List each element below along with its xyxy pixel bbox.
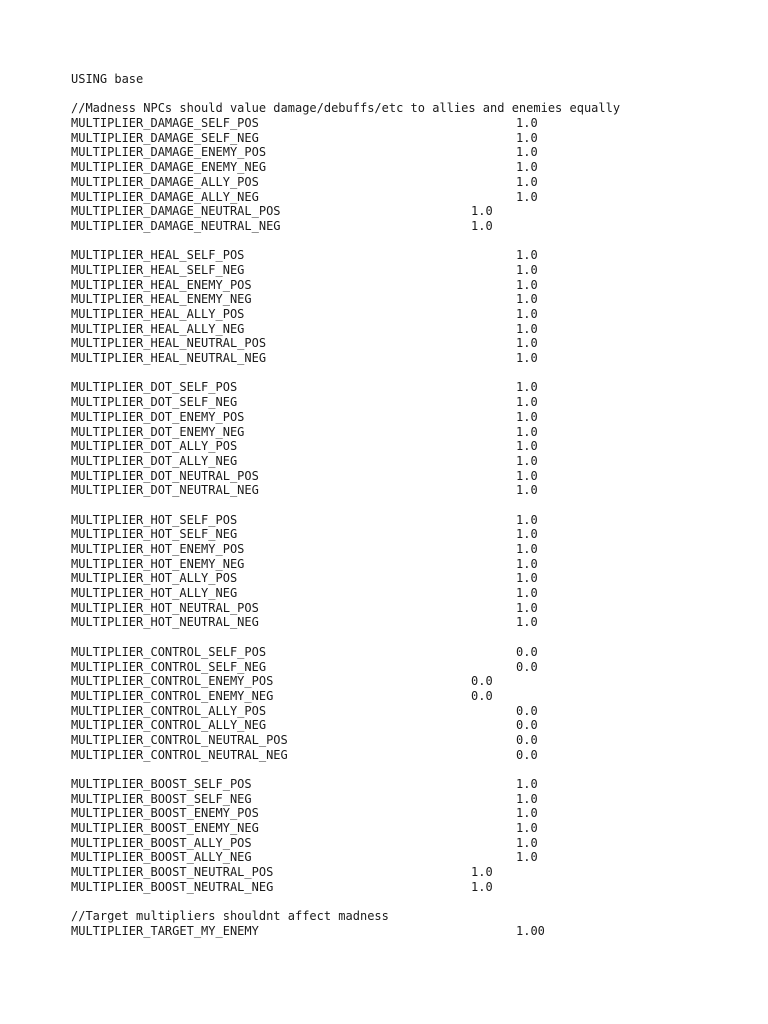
setting-line (71, 248, 751, 263)
setting-key: MULTIPLIER_BOOST_ALLY_POS (71, 835, 252, 850)
setting-key: MULTIPLIER_BOOST_NEUTRAL_POS (71, 865, 274, 880)
setting-value: 1.0 (471, 218, 493, 233)
setting-line (71, 219, 751, 234)
setting-line (71, 454, 751, 469)
setting-line (71, 278, 751, 293)
setting-value: 1.0 (516, 600, 538, 615)
setting-line (71, 880, 751, 895)
setting-value: 1.0 (516, 292, 538, 307)
setting-value: 1.0 (516, 116, 538, 131)
directive-text: USING base (71, 72, 144, 86)
setting-value: 1.0 (516, 395, 538, 410)
setting-line (71, 836, 751, 851)
setting-key: MULTIPLIER_BOOST_SELF_NEG (71, 791, 252, 806)
setting-value: 1.0 (516, 821, 538, 836)
setting-value: 1.0 (516, 336, 538, 351)
setting-line (71, 777, 751, 792)
setting-key: MULTIPLIER_HOT_NEUTRAL_NEG (71, 615, 259, 630)
setting-key: MULTIPLIER_DOT_ALLY_POS (71, 439, 238, 454)
setting-line (71, 674, 751, 689)
setting-key: MULTIPLIER_HOT_ALLY_POS (71, 571, 238, 586)
setting-key: MULTIPLIER_HEAL_SELF_POS (71, 248, 245, 263)
blank-line (71, 762, 751, 777)
setting-line (71, 527, 751, 542)
setting-value: 0.0 (471, 688, 493, 703)
setting-value: 1.0 (516, 277, 538, 292)
setting-line (71, 865, 751, 880)
setting-key: MULTIPLIER_HOT_ENEMY_NEG (71, 556, 245, 571)
setting-value: 1.0 (516, 468, 538, 483)
setting-line (71, 351, 751, 366)
setting-key: MULTIPLIER_HEAL_NEUTRAL_NEG (71, 351, 267, 366)
setting-key: MULTIPLIER_HOT_ALLY_NEG (71, 586, 238, 601)
comment-text: //Target multipliers shouldnt affect madness (71, 909, 389, 924)
setting-line (71, 131, 751, 146)
setting-line (71, 924, 751, 939)
blank-line (71, 630, 751, 645)
setting-key: MULTIPLIER_CONTROL_ALLY_POS (71, 703, 267, 718)
setting-key: MULTIPLIER_HOT_SELF_POS (71, 512, 238, 527)
setting-key: MULTIPLIER_CONTROL_SELF_POS (71, 644, 267, 659)
setting-line (71, 322, 751, 337)
setting-value: 1.0 (471, 204, 493, 219)
setting-line (71, 571, 751, 586)
setting-key: MULTIPLIER_BOOST_ENEMY_NEG (71, 821, 259, 836)
setting-line (71, 160, 751, 175)
setting-value: 1.0 (516, 586, 538, 601)
setting-key: MULTIPLIER_DOT_ENEMY_POS (71, 409, 245, 424)
setting-value: 0.0 (516, 718, 538, 733)
setting-key: MULTIPLIER_CONTROL_ENEMY_NEG (71, 688, 274, 703)
setting-line (71, 425, 751, 440)
setting-line (71, 116, 751, 131)
setting-key: MULTIPLIER_HOT_NEUTRAL_POS (71, 600, 259, 615)
setting-key: MULTIPLIER_TARGET_MY_ENEMY (71, 923, 259, 938)
setting-key: MULTIPLIER_CONTROL_SELF_NEG (71, 659, 267, 674)
setting-value: 1.0 (516, 189, 538, 204)
setting-line (71, 850, 751, 865)
setting-key: MULTIPLIER_HEAL_ENEMY_NEG (71, 292, 252, 307)
setting-value: 1.0 (516, 615, 538, 630)
setting-key: MULTIPLIER_DAMAGE_SELF_NEG (71, 130, 259, 145)
setting-value: 1.0 (516, 351, 538, 366)
setting-line (71, 821, 751, 836)
setting-key: MULTIPLIER_DAMAGE_ENEMY_POS (71, 145, 267, 160)
setting-value: 1.0 (516, 791, 538, 806)
setting-line (71, 806, 751, 821)
setting-key: MULTIPLIER_CONTROL_NEUTRAL_NEG (71, 747, 288, 762)
setting-key: MULTIPLIER_HEAL_ENEMY_POS (71, 277, 252, 292)
setting-value: 1.0 (516, 527, 538, 542)
setting-line (71, 718, 751, 733)
setting-value: 1.0 (516, 248, 538, 263)
setting-key: MULTIPLIER_CONTROL_ALLY_NEG (71, 718, 267, 733)
setting-line (71, 263, 751, 278)
setting-key: MULTIPLIER_DAMAGE_ENEMY_NEG (71, 160, 267, 175)
setting-line (71, 469, 751, 484)
setting-line (71, 145, 751, 160)
setting-value: 0.0 (516, 703, 538, 718)
setting-value: 1.0 (471, 865, 493, 880)
blank-line (71, 87, 751, 102)
setting-line (71, 704, 751, 719)
setting-key: MULTIPLIER_DOT_NEUTRAL_NEG (71, 483, 259, 498)
setting-key: MULTIPLIER_CONTROL_NEUTRAL_POS (71, 732, 288, 747)
setting-value: 0.0 (516, 659, 538, 674)
setting-key: MULTIPLIER_CONTROL_ENEMY_POS (71, 674, 274, 689)
setting-line (71, 586, 751, 601)
setting-key: MULTIPLIER_BOOST_NEUTRAL_NEG (71, 879, 274, 894)
setting-key: MULTIPLIER_DOT_NEUTRAL_POS (71, 468, 259, 483)
setting-line (71, 307, 751, 322)
setting-value: 1.0 (516, 174, 538, 189)
setting-value: 1.0 (516, 145, 538, 160)
setting-key: MULTIPLIER_DOT_ALLY_NEG (71, 453, 238, 468)
setting-line (71, 748, 751, 763)
comment-line (71, 101, 751, 116)
setting-value: 1.0 (516, 571, 538, 586)
setting-key: MULTIPLIER_DOT_ENEMY_NEG (71, 424, 245, 439)
setting-line (71, 292, 751, 307)
setting-value: 1.0 (516, 321, 538, 336)
setting-key: MULTIPLIER_DAMAGE_NEUTRAL_POS (71, 204, 281, 219)
setting-value: 0.0 (471, 674, 493, 689)
setting-key: MULTIPLIER_HOT_SELF_NEG (71, 527, 238, 542)
setting-value: 1.0 (516, 262, 538, 277)
comment-line (71, 909, 751, 924)
setting-line (71, 660, 751, 675)
setting-key: MULTIPLIER_DAMAGE_ALLY_NEG (71, 189, 259, 204)
setting-line (71, 336, 751, 351)
setting-value: 0.0 (516, 732, 538, 747)
setting-value: 1.0 (516, 556, 538, 571)
setting-key: MULTIPLIER_HEAL_ALLY_NEG (71, 321, 245, 336)
setting-value: 1.00 (516, 923, 545, 938)
setting-value: 1.0 (516, 835, 538, 850)
setting-value: 1.0 (516, 806, 538, 821)
blank-line (71, 895, 751, 910)
setting-key: MULTIPLIER_HEAL_NEUTRAL_POS (71, 336, 267, 351)
setting-line (71, 645, 751, 660)
setting-line (71, 601, 751, 616)
setting-key: MULTIPLIER_DAMAGE_NEUTRAL_NEG (71, 218, 281, 233)
setting-value: 1.0 (516, 409, 538, 424)
setting-value: 0.0 (516, 747, 538, 762)
setting-value: 1.0 (516, 160, 538, 175)
setting-key: MULTIPLIER_BOOST_SELF_POS (71, 777, 252, 791)
setting-line (71, 175, 751, 190)
setting-value: 1.0 (516, 542, 538, 556)
setting-line (71, 410, 751, 425)
setting-key: MULTIPLIER_HOT_ENEMY_POS (71, 542, 245, 556)
setting-line (71, 733, 751, 748)
directive-line (71, 72, 751, 87)
comment-text: //Madness NPCs should value damage/debuffs/etc to allies and enemies equally (71, 101, 621, 116)
setting-line (71, 557, 751, 572)
blank-line (71, 366, 751, 381)
setting-line (71, 439, 751, 454)
setting-value: 1.0 (516, 512, 538, 527)
setting-line (71, 689, 751, 704)
setting-value: 1.0 (516, 777, 538, 791)
setting-value: 1.0 (516, 307, 538, 321)
setting-key: MULTIPLIER_BOOST_ENEMY_POS (71, 806, 259, 821)
blank-line (71, 498, 751, 513)
setting-key: MULTIPLIER_HEAL_ALLY_POS (71, 307, 245, 321)
setting-value: 1.0 (516, 439, 538, 454)
setting-value: 1.0 (516, 850, 538, 865)
setting-line (71, 380, 751, 395)
document-body (71, 72, 751, 939)
setting-value: 1.0 (516, 453, 538, 468)
setting-line (71, 395, 751, 410)
setting-line (71, 792, 751, 807)
setting-value: 1.0 (516, 424, 538, 439)
setting-line (71, 615, 751, 630)
setting-value: 1.0 (516, 380, 538, 395)
setting-value: 1.0 (516, 130, 538, 145)
setting-value: 1.0 (471, 879, 493, 894)
setting-line (71, 542, 751, 557)
setting-key: MULTIPLIER_DAMAGE_SELF_POS (71, 116, 259, 131)
blank-line (71, 234, 751, 249)
setting-key: MULTIPLIER_HEAL_SELF_NEG (71, 262, 245, 277)
setting-line (71, 513, 751, 528)
setting-value: 1.0 (516, 483, 538, 498)
setting-key: MULTIPLIER_DAMAGE_ALLY_POS (71, 174, 259, 189)
setting-line (71, 190, 751, 205)
setting-line (71, 483, 751, 498)
setting-key: MULTIPLIER_DOT_SELF_NEG (71, 395, 238, 410)
setting-line (71, 204, 751, 219)
setting-key: MULTIPLIER_DOT_SELF_POS (71, 380, 238, 395)
setting-value: 0.0 (516, 644, 538, 659)
setting-key: MULTIPLIER_BOOST_ALLY_NEG (71, 850, 252, 865)
